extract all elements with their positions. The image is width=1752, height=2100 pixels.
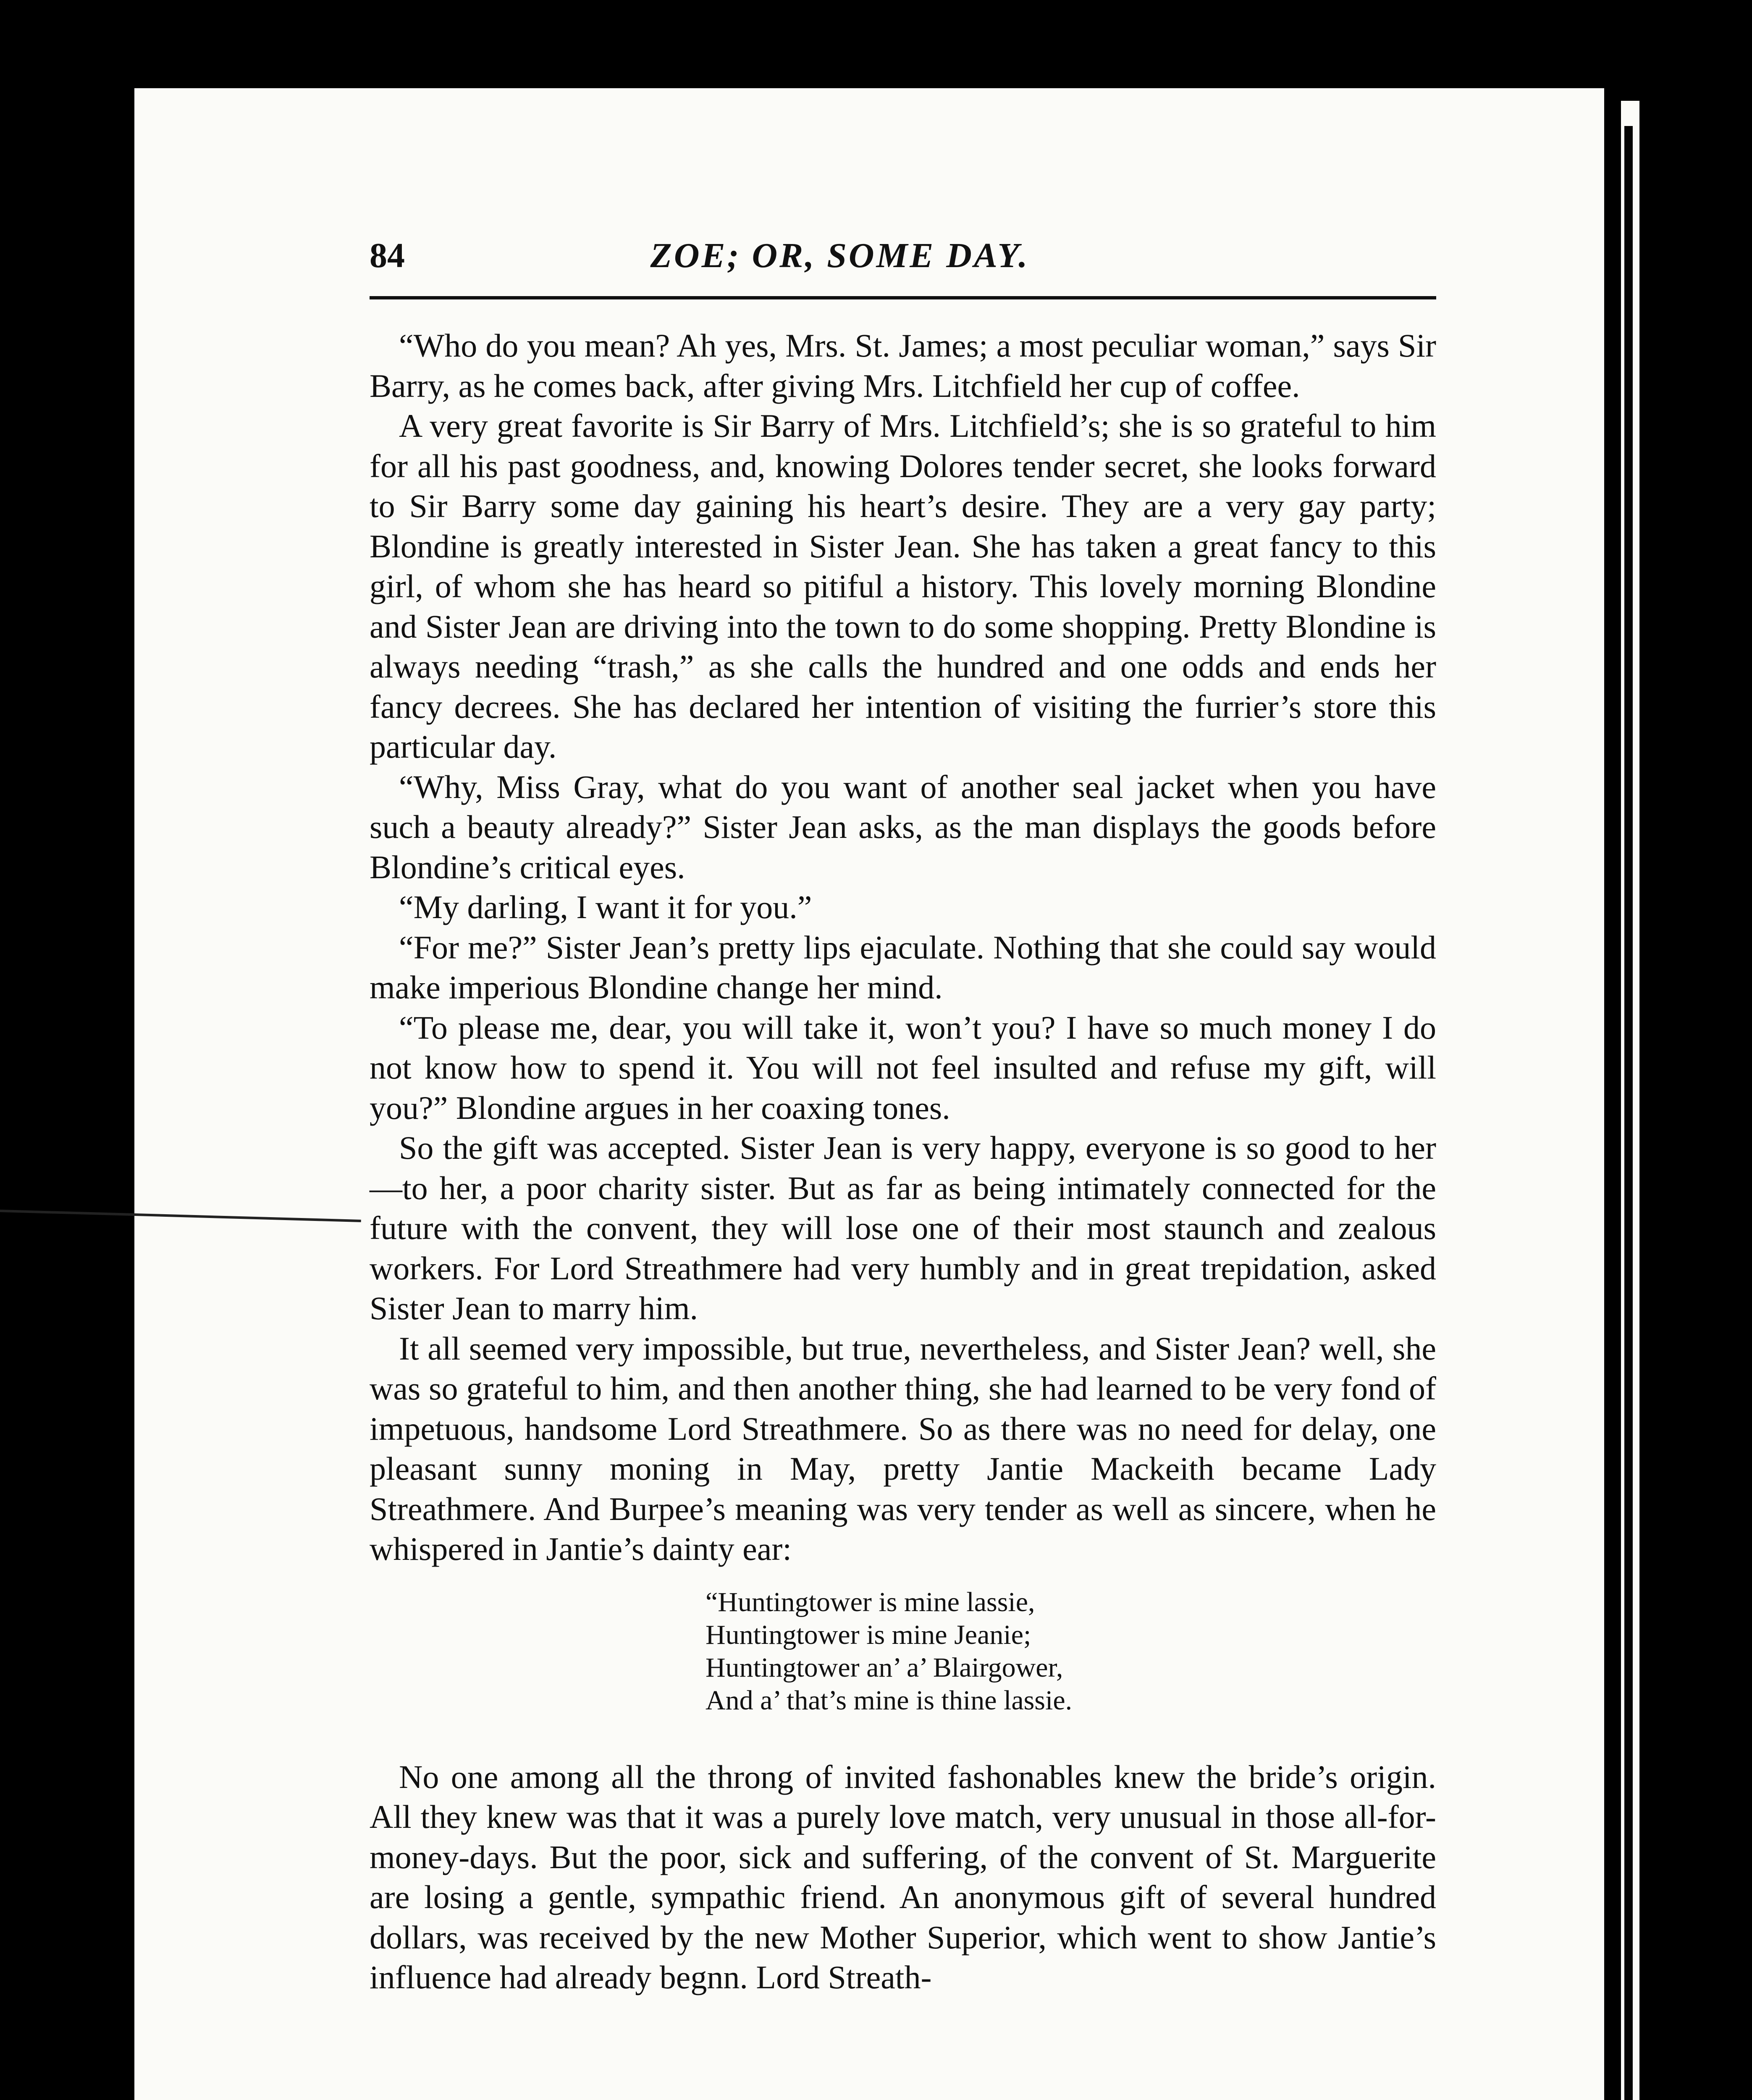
paragraph: “To please me, dear, you will take it, won’t you? I have so much money I do not know how to spend it. You will not feel insulted and refuse my gift, will you?” Blondine argues in her coaxing tones. <box>370 1009 1436 1126</box>
gutter-shadow <box>1624 126 1633 2100</box>
page-number: 84 <box>370 236 405 275</box>
paragraph: “For me?” Sister Jean’s pretty lips ejaculate. Nothing that she could say would make imperious Blondine change her mind. <box>370 929 1436 1005</box>
paragraph: So the gift was accepted. Sister Jean is very happy, everyone is so good to her—to her, a poor charity sister. But as far as being intimately connected for the future with the convent, they will lose one of their most staunch and zealous workers. For Lord Streathmere had very humbly and in great trepidation, asked Sister Jean to marry him. <box>370 1129 1436 1326</box>
verse-line: Huntingtower is mine Jeanie; <box>706 1619 1031 1650</box>
paragraph: “Who do you mean? Ah yes, Mrs. St. James; a most peculiar woman,” says Sir Barry, as he comes back, after giving Mrs. Litchfield her cup of coffee. <box>370 327 1436 404</box>
running-header <box>235 235 1445 281</box>
paragraph: “Why, Miss Gray, what do you want of another seal jacket when you have such a beauty already?” Sister Jean asks, as the man displays the goods before Blondine’s critical eyes. <box>370 768 1436 885</box>
body-text <box>370 326 1436 1998</box>
paragraph: “My darling, I want it for you.” <box>399 889 812 925</box>
verse-line: And a’ that’s mine is thine lassie. <box>706 1685 1073 1716</box>
paragraph: No one among all the throng of invited fashonables knew the bride’s origin. All they knew was that it was a purely love match, very unusual in those all-for-money-days. But the poor, sick and suffering, of the convent of St. Marguerite are losing a gentle, sympathic friend. An anonymous gift of several hundred dollars, was received by the new Mother Superior, which went to show Jantie’s influence had already begnn. Lord Streath- <box>370 1758 1436 1995</box>
verse-line: “Huntingtower is mine lassie, <box>706 1586 1035 1617</box>
paragraph: It all seemed very impossible, but true, nevertheless, and Sister Jean? well, she was so grateful to him, and then another thing, she had learned to be very fond of impetuous, handsome Lord Streathmere. So as there was no need for delay, one pleasant sunny moning in May, pretty Jantie Mackeith became Lady Streathmere. And Burpee’s meaning was very tender as well as sincere, when he whispered in Jantie’s dainty ear: <box>370 1330 1436 1567</box>
verse-quotation <box>706 1586 1436 1717</box>
verse-line: Huntingtower an’ a’ Blairgower, <box>706 1652 1063 1683</box>
header-rule <box>370 296 1436 299</box>
running-title: ZOE; OR, SOME DAY. <box>650 236 1030 275</box>
paragraph: A very great favorite is Sir Barry of Mrs. Litchfield’s; she is so grateful to him for all his past goodness, and, knowing Dolores tender secret, she looks forward to Sir Barry some day gaining his heart’s desire. They are a very gay party; Blondine is greatly interested in Sister Jean. She has taken a great fancy to this girl, of whom she has heard so pitiful a history. This lovely morning Blondine and Sister Jean are driving into the town to do some shopping. Pretty Blondine is always needing “trash,” as she calls the hundred and one odds and ends her fancy decrees. She has declared her intention of visiting the furrier’s store this particular day. <box>370 407 1436 765</box>
